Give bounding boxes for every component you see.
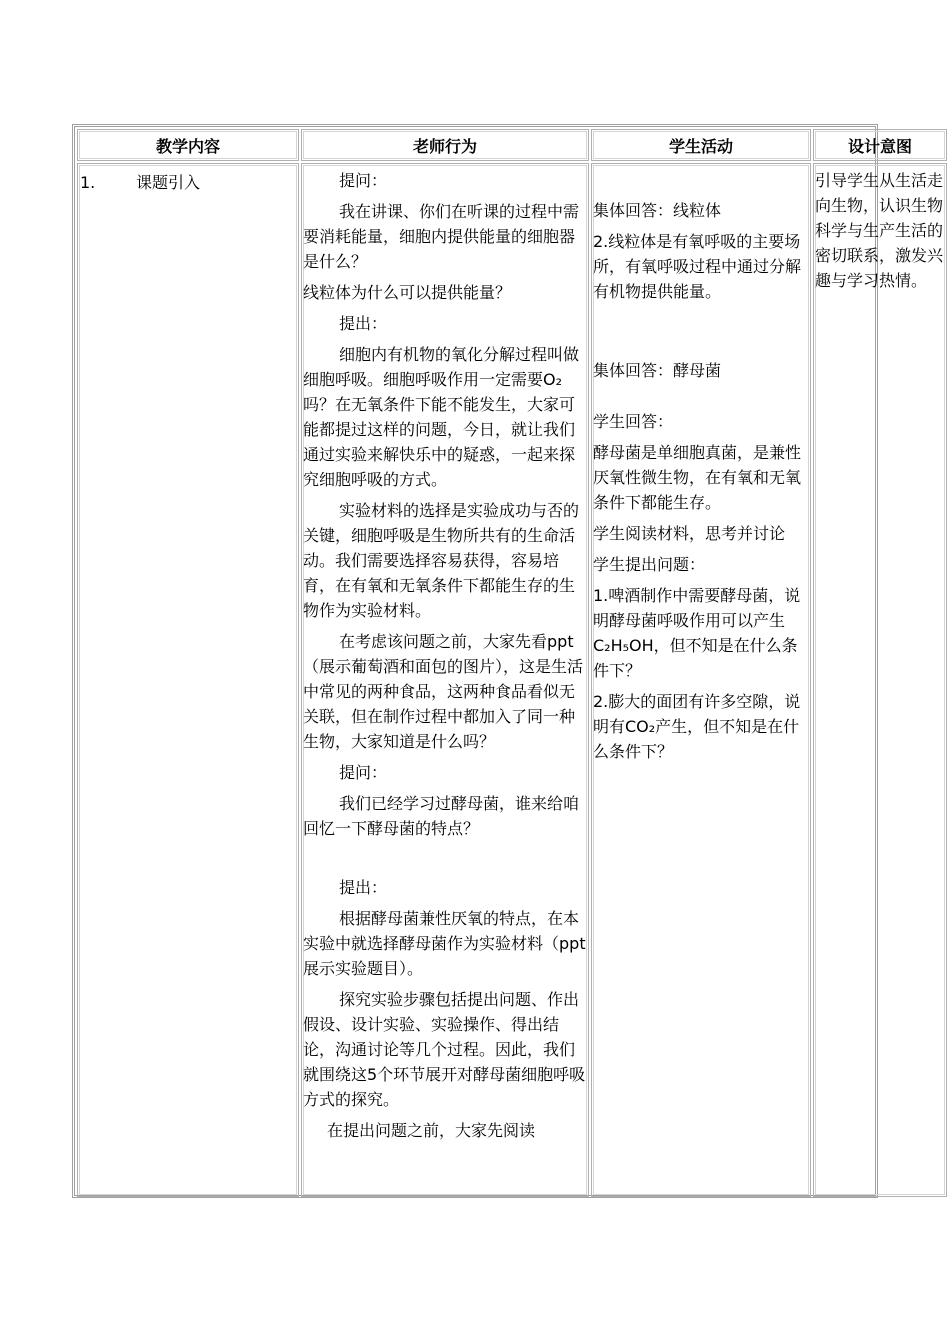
header-design-intent: 设计意图: [813, 129, 947, 161]
teacher-paragraph: 在提出问题之前，大家先阅读: [327, 1121, 536, 1140]
cell-teacher-behavior: [301, 163, 589, 1197]
student-paragraph: 酵母菌是单细胞真菌，是兼性厌氧性微生物，在有氧和无氧条件下都能生存。: [593, 443, 802, 512]
student-paragraph: 1.啤酒制作中需要酵母菌，说明酵母菌呼吸作用可以产生C₂H₅OH，但不知是在什么条件下？: [593, 586, 801, 680]
student-text: [592, 198, 812, 770]
teacher-paragraph: 细胞内有机物的氧化分解过程叫做细胞呼吸。细胞呼吸作用一定需要O₂吗？在无氧条件下能不能发生，大家可能都提过这样的问题，今日，就让我们通过实验来解快乐中的疑惑，一起来探究细胞呼吸的方式。: [303, 345, 580, 489]
teacher-paragraph: 我在讲课、你们在听课的过程中需要消耗能量，细胞内提供能量的细胞器是什么？: [303, 202, 580, 271]
teacher-paragraph: 提出：: [339, 314, 388, 333]
student-paragraph: 学生阅读材料，思考并讨论: [593, 524, 786, 543]
teacher-paragraph: 提问：: [339, 763, 388, 782]
header-teaching-content: 教学内容: [77, 129, 299, 161]
lesson-plan-table: [72, 124, 944, 1198]
header-teacher-behavior: 老师行为: [301, 129, 589, 161]
teacher-paragraph: 实验材料的选择是实验成功与否的关键，细胞呼吸是生物所共有的生命活动。我们需要选择容易获得，容易培育，在有氧和无氧条件下都能生存的生物作为实验材料。: [303, 501, 580, 620]
student-paragraph: 2.膨大的面团有许多空隙，说明有CO₂产生，但不知是在什么条件下？: [593, 692, 801, 761]
student-paragraph: 2.线粒体是有氧呼吸的主要场所，有氧呼吸过程中通过分解有机物提供能量。: [593, 232, 802, 301]
cell-design-intent: [813, 163, 947, 1197]
teacher-paragraph: 提出：: [339, 878, 388, 897]
intent-text: 引导学生从生活走向生物，认识生物科学与生产生活的密切联系，激发兴趣与学习热情。: [815, 171, 944, 290]
teacher-paragraph: 探究实验步骤包括提出问题、作出假设、设计实验、实验操作、得出结论，沟通讨论等几个过程。因此，我们就围绕这5个环节展开对酵母菌细胞呼吸方式的探究。: [303, 990, 586, 1109]
cell-student-activity: [591, 163, 811, 1197]
teacher-paragraph: 我们已经学习过酵母菌，谁来给咱回忆一下酵母菌的特点？: [303, 794, 580, 838]
student-paragraph: 学生回答：: [593, 412, 674, 431]
teacher-paragraph: 根据酵母菌兼性厌氧的特点，在本实验中就选择酵母菌作为实验材料（ppt展示实验题目）。: [303, 909, 586, 978]
teacher-text: [302, 168, 590, 1149]
student-paragraph: 学生提出问题：: [593, 555, 706, 574]
row-number: 1.: [80, 173, 96, 192]
student-paragraph: 集体回答：线粒体: [593, 201, 722, 220]
teacher-paragraph: 线粒体为什么可以提供能量？: [303, 283, 512, 302]
row-topic: 课题引入: [136, 173, 201, 192]
student-paragraph: 集体回答：酵母菌: [593, 361, 722, 380]
cell-teaching-content: [77, 163, 299, 1197]
teacher-paragraph: 提问：: [339, 171, 388, 190]
teacher-paragraph: 在考虑该问题之前，大家先看ppt（展示葡萄酒和面包的图片），这是生活中常见的两种食品，这两种食品看似无关联，但在制作过程中都加入了同一种生物，大家知道是什么吗？: [303, 632, 584, 751]
header-student-activity: 学生活动: [591, 129, 811, 161]
